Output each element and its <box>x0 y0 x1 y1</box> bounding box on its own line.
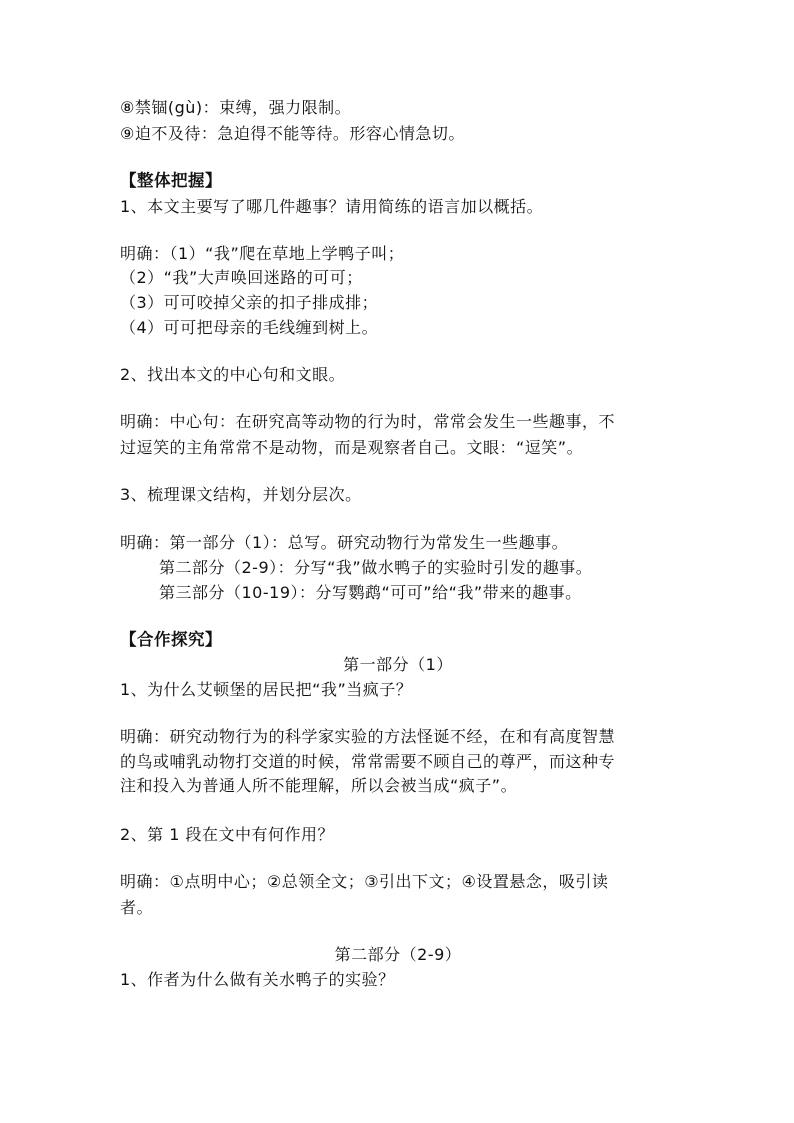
part-title-2: 第二部分（2-9） <box>334 945 462 964</box>
question-part1-2: 2、第 1 段在文中有何作用？ <box>120 825 335 844</box>
vocab-item-9: ⑨迫不及待：急迫得不能等待。形容心情急切。 <box>120 124 465 143</box>
answer-line: 明确：①点明中心；②总领全文；③引出下文；④设置悬念，吸引读 <box>120 872 609 891</box>
answer-line: 明确：（1）“我”爬在草地上学鸭子叫； <box>120 244 405 263</box>
answer-line: 注和投入为普通人所不能理解，所以会被当成“疯子”。 <box>120 776 518 795</box>
answer-line: （2）“我”大声唤回迷路的可可； <box>120 268 363 287</box>
question-1: 1、本文主要写了哪几件趣事？请用简练的语言加以概括。 <box>120 197 544 216</box>
question-3: 3、梳理课文结构，并划分层次。 <box>120 485 362 504</box>
question-part2-1: 1、作者为什么做有关水鸭子的实验？ <box>120 970 395 989</box>
answer-line: （4）可可把母亲的毛线缠到树上。 <box>120 318 379 337</box>
vocab-item-8: ⑧禁锢(gù)：束缚，强力限制。 <box>120 98 352 117</box>
answer-line: 明确：研究动物行为的科学家实验的方法怪诞不经，在和有高度智慧 <box>120 727 616 746</box>
section-heading-cooperation: 【合作探究】 <box>120 630 222 649</box>
answer-line: 者。 <box>120 898 154 917</box>
question-part1-1: 1、为什么艾顿堡的居民把“我”当疯子？ <box>120 680 413 699</box>
question-2: 2、找出本文的中心句和文眼。 <box>120 365 346 384</box>
answer-line: （3）可可咬掉父亲的扣子排成排； <box>120 293 379 312</box>
answer-line: 明确：第一部分（1）：总写。研究动物行为常发生一些趣事。 <box>120 533 569 552</box>
answer-line: 过逗笑的主角常常不是动物，而是观察者自己。文眼：“逗笑”。 <box>120 438 584 457</box>
answer-line: 的鸟或哺乳动物打交道的时候，常常需要不顾自己的尊严，而这种专 <box>120 752 616 771</box>
answer-line: 第二部分（2-9）：分写“我”做水鸭子的实验时引发的趣事。 <box>159 558 593 577</box>
part-title-1: 第一部分（1） <box>343 655 453 674</box>
answer-line: 明确：中心句：在研究高等动物的行为时，常常会发生一些趣事，不 <box>120 412 616 431</box>
section-heading-overview: 【整体把握】 <box>120 171 222 190</box>
answer-line: 第三部分（10-19）：分写鹦鹉“可可”给“我”带来的趣事。 <box>159 583 582 602</box>
